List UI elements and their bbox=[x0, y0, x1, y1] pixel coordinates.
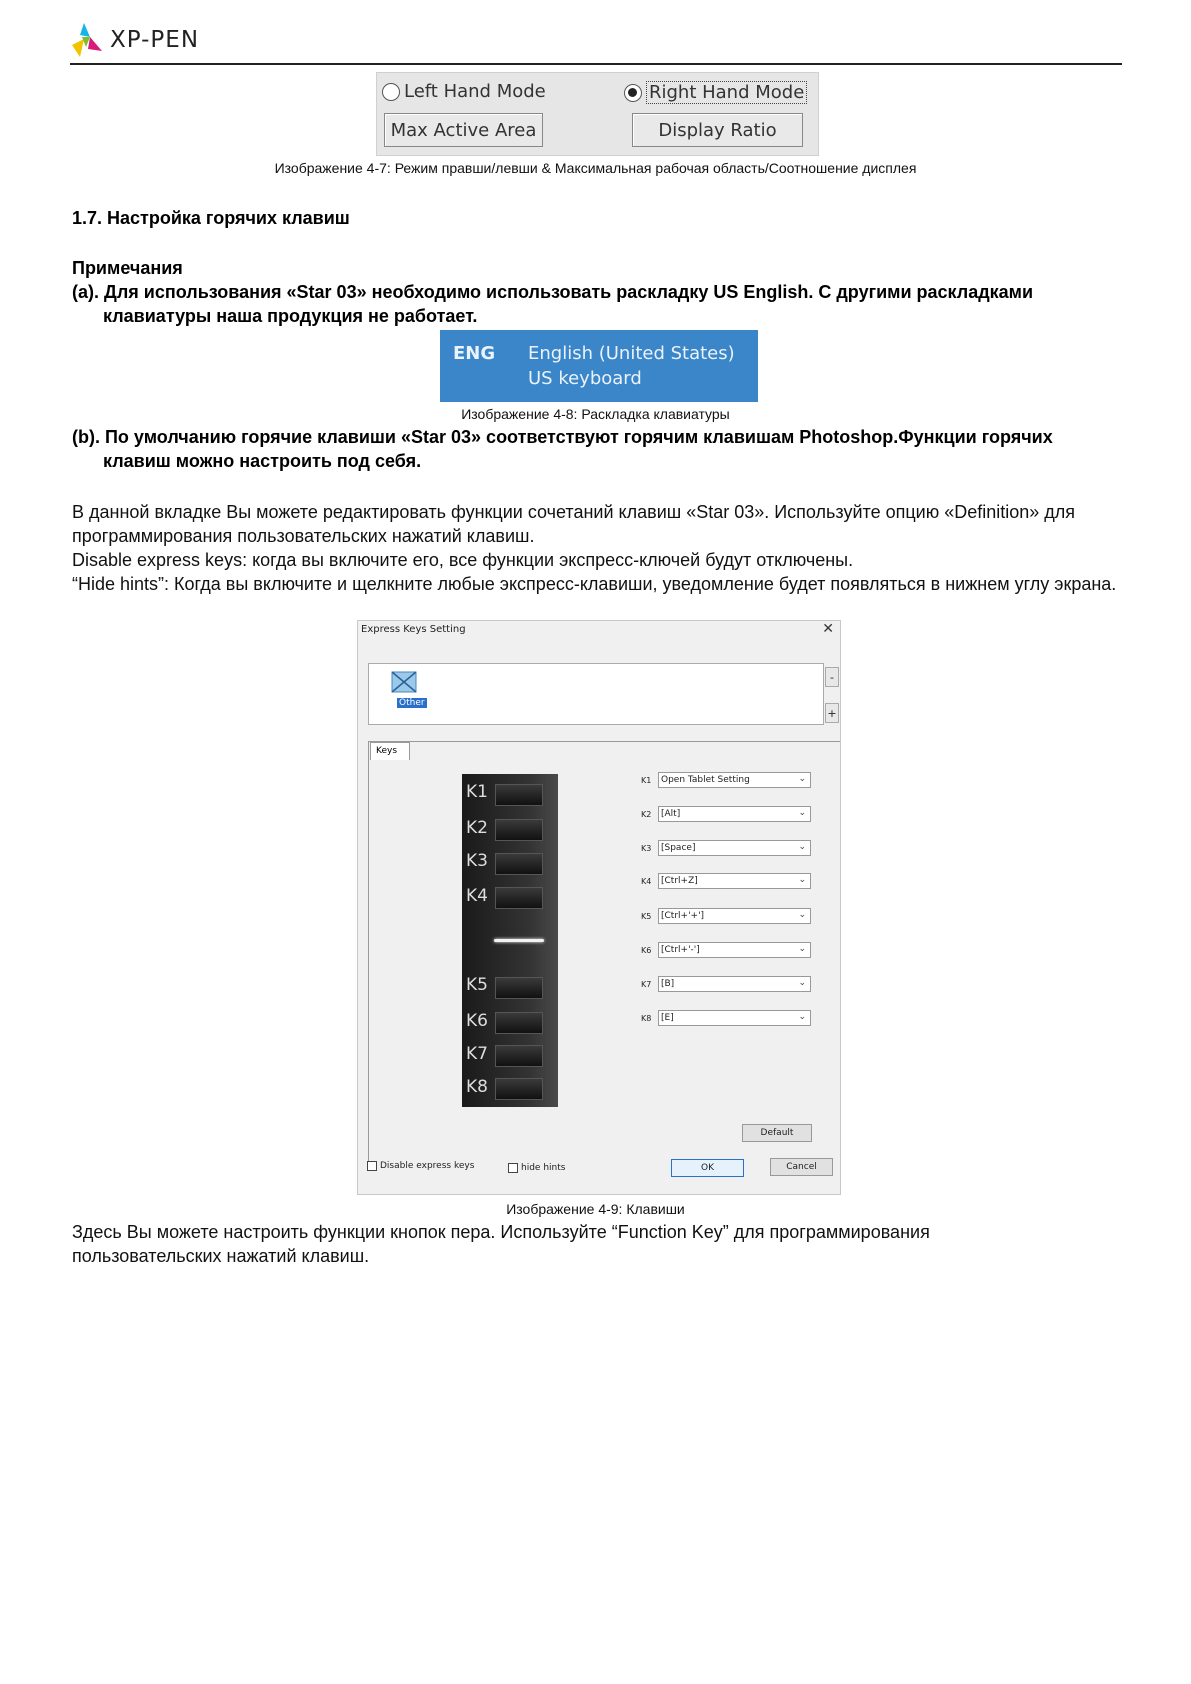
ok-button[interactable]: OK bbox=[671, 1159, 744, 1177]
key-label: K1 bbox=[641, 775, 652, 785]
selected-value: [Alt] bbox=[661, 809, 681, 819]
application-label[interactable]: Other bbox=[399, 698, 425, 708]
figure-caption: Изображение 4-9: Клавиши bbox=[506, 1201, 685, 1217]
chevron-down-icon: ⌄ bbox=[798, 875, 806, 885]
key-setting-row bbox=[641, 1010, 811, 1026]
display-ratio-button[interactable]: Display Ratio bbox=[632, 113, 803, 147]
note-a-line2: клавиатуры наша продукция не работает. bbox=[103, 306, 478, 326]
left-hand-label: Left Hand Mode bbox=[404, 81, 546, 102]
figure-caption: Изображение 4-7: Режим правши/левши & Максимальная рабочая область/Соотношение дисплея bbox=[274, 160, 917, 176]
key-label: K5 bbox=[641, 911, 652, 921]
tablet-key-label: K1 bbox=[466, 782, 488, 802]
tablet-key bbox=[495, 887, 543, 909]
body-paragraph: Disable express keys: когда вы включите его, все функции экспресс-ключей будут отключены. bbox=[72, 550, 854, 570]
tablet-key-label: K7 bbox=[466, 1044, 488, 1064]
selected-value: [Ctrl+'-'] bbox=[661, 945, 700, 955]
radio-icon bbox=[382, 83, 400, 101]
selected-value: [Space] bbox=[661, 843, 696, 853]
chevron-down-icon: ⌄ bbox=[798, 910, 806, 920]
header-rule bbox=[70, 63, 1122, 65]
chevron-down-icon: ⌄ bbox=[798, 774, 806, 784]
application-list bbox=[368, 663, 824, 725]
checkbox-label: Disable express keys bbox=[380, 1161, 475, 1171]
selected-value: [B] bbox=[661, 979, 675, 989]
xppen-logo-icon bbox=[70, 21, 104, 59]
remove-app-button[interactable]: - bbox=[825, 667, 839, 687]
layout-name: English (United States) bbox=[528, 343, 735, 364]
key-label: K6 bbox=[641, 945, 652, 955]
lang-code: ENG bbox=[453, 343, 496, 364]
close-icon[interactable]: ✕ bbox=[822, 621, 834, 637]
brand-name: XP-PEN bbox=[110, 27, 200, 53]
checkbox-box bbox=[367, 1161, 377, 1171]
default-button[interactable]: Default bbox=[742, 1124, 812, 1142]
body-paragraph: “Hide hints”: Когда вы включите и щелкните любые экспресс-клавиши, уведомление будет появляться в нижнем углу экрана. bbox=[72, 574, 1117, 594]
body-paragraph: В данной вкладке Вы можете редактировать функции сочетаний клавиш «Star 03». Используйте опцию «Definition» для программирования пользовательских нажатий клавиш. bbox=[72, 502, 1076, 546]
note-b-line2: клавиш можно настроить под себя. bbox=[103, 451, 422, 471]
note-a bbox=[72, 280, 1033, 328]
tablet-key bbox=[495, 977, 543, 999]
tablet-key bbox=[495, 853, 543, 875]
tablet-key bbox=[495, 1012, 543, 1034]
key-setting-row bbox=[641, 806, 811, 822]
key-setting-row bbox=[641, 908, 811, 924]
selected-value: [Ctrl+'+'] bbox=[661, 911, 705, 921]
note-b bbox=[72, 425, 1053, 473]
key-label: K2 bbox=[641, 809, 652, 819]
notes-heading: Примечания bbox=[72, 258, 183, 278]
dialog-title: Express Keys Setting bbox=[361, 624, 466, 635]
checkbox-box bbox=[508, 1163, 518, 1173]
chevron-down-icon: ⌄ bbox=[798, 1012, 806, 1022]
key-setting-row bbox=[641, 840, 811, 856]
tablet-key bbox=[495, 1078, 543, 1100]
brand-logo bbox=[70, 20, 199, 60]
radio-selected-icon bbox=[624, 84, 642, 102]
key-setting-row bbox=[641, 976, 811, 992]
figure-caption: Изображение 4-8: Раскладка клавиатуры bbox=[461, 406, 730, 422]
key-function-select[interactable] bbox=[658, 942, 811, 958]
chevron-down-icon: ⌄ bbox=[798, 944, 806, 954]
right-hand-radio[interactable] bbox=[624, 81, 807, 104]
section-title: 1.7. Настройка горячих клавиш bbox=[72, 208, 350, 228]
right-hand-label: Right Hand Mode bbox=[646, 81, 807, 104]
tablet-illustration bbox=[462, 774, 558, 1107]
key-setting-row bbox=[641, 942, 811, 958]
tablet-key-label: K5 bbox=[466, 975, 488, 995]
tablet-key bbox=[495, 819, 543, 841]
tablet-key bbox=[495, 1045, 543, 1067]
key-setting-row bbox=[641, 772, 811, 788]
hide-hints-checkbox[interactable] bbox=[508, 1163, 565, 1173]
key-function-select[interactable] bbox=[658, 1010, 811, 1026]
note-a-line1: (a). Для использования «Star 03» необходимо использовать раскладку US English. С другими раскладками bbox=[72, 282, 1034, 302]
key-function-select[interactable] bbox=[658, 806, 811, 822]
key-function-select[interactable] bbox=[658, 908, 811, 924]
key-label: K7 bbox=[641, 979, 652, 989]
disable-express-keys-checkbox[interactable] bbox=[367, 1161, 474, 1171]
tablet-key-label: K6 bbox=[466, 1011, 488, 1031]
left-hand-radio[interactable] bbox=[382, 81, 546, 102]
key-function-select[interactable] bbox=[658, 976, 811, 992]
tablet-key-label: K8 bbox=[466, 1077, 488, 1097]
touch-strip bbox=[494, 939, 544, 942]
selected-value: [E] bbox=[661, 1013, 674, 1023]
key-function-select[interactable] bbox=[658, 840, 811, 856]
key-function-select[interactable] bbox=[658, 772, 811, 788]
key-setting-row bbox=[641, 873, 811, 889]
checkbox-label: hide hints bbox=[521, 1163, 566, 1173]
chevron-down-icon: ⌄ bbox=[798, 808, 806, 818]
hand-mode-panel bbox=[376, 72, 819, 156]
chevron-down-icon: ⌄ bbox=[798, 978, 806, 988]
tab-keys[interactable]: Keys bbox=[370, 742, 410, 760]
key-label: K8 bbox=[641, 1013, 652, 1023]
selected-value: Open Tablet Setting bbox=[661, 775, 750, 785]
body-paragraph: Здесь Вы можете настроить функции кнопок пера. Используйте “Function Key” для программирования пользовательских нажатий клавиш. bbox=[72, 1222, 930, 1266]
tablet-key bbox=[495, 784, 543, 806]
key-label: K3 bbox=[641, 843, 652, 853]
layout-keyboard: US keyboard bbox=[528, 368, 642, 389]
express-keys-dialog bbox=[357, 620, 841, 1195]
keyboard-layout-figure bbox=[440, 330, 758, 402]
note-b-line1: (b). По умолчанию горячие клавиши «Star 03» соответствуют горячим клавишам Photoshop.Функции горячих bbox=[72, 427, 1053, 447]
key-function-select[interactable] bbox=[658, 873, 811, 889]
tablet-key-label: K2 bbox=[466, 818, 488, 838]
cancel-button[interactable]: Cancel bbox=[770, 1158, 833, 1176]
application-icon[interactable] bbox=[388, 668, 420, 696]
tablet-key-label: K4 bbox=[466, 886, 488, 906]
max-active-area-button[interactable]: Max Active Area bbox=[384, 113, 543, 147]
selected-value: [Ctrl+Z] bbox=[661, 876, 698, 886]
tablet-key-label: K3 bbox=[466, 851, 488, 871]
add-app-button[interactable]: + bbox=[825, 703, 839, 723]
key-label: K4 bbox=[641, 876, 652, 886]
chevron-down-icon: ⌄ bbox=[798, 842, 806, 852]
